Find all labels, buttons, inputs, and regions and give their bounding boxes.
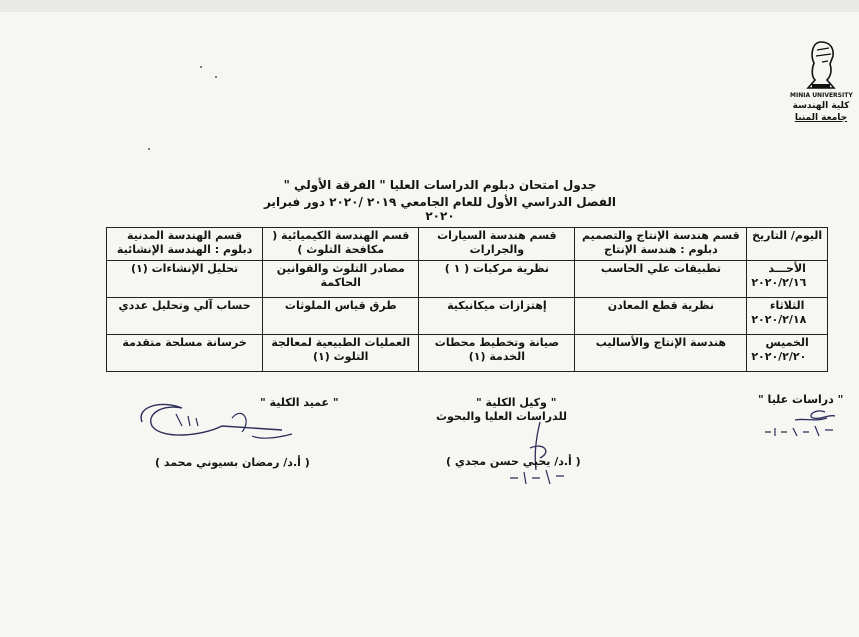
exam-schedule-table [106,227,828,372]
vice-dean-signature-icon [470,418,590,490]
day-name: الثلاثاء [769,299,805,312]
day-name: الأحـــد [768,262,806,275]
production-cell: نظرية قطع المعادن [575,298,747,335]
document-title: جدول امتحان دبلوم الدراسات العليا " الفرقة الأولي " [283,178,597,192]
scan-edge [0,0,859,12]
header-cars: قسم هندسة السيارات والجرارات [419,228,575,261]
chemical-cell: طرق قياس الملوثات [263,298,419,335]
university-logo [790,38,852,123]
day-cell [747,298,828,335]
dean-signature-icon [132,396,302,458]
day-cell [747,261,828,298]
vice-dean-name: ( أ.د/ يحيي حسن مجدي ) [446,455,581,468]
day-cell [747,335,828,372]
production-cell: هندسة الإنتاج والأساليب [575,335,747,372]
day-date: ٢٠٢٠/٢/١٦ [751,276,807,289]
cars-cell: إهتزازات ميكانيكية [419,298,575,335]
dean-name: ( أ.د/ رمضان بسيوني محمد ) [155,456,310,469]
chemical-cell: مصادر التلوث والقوانين الحاكمة [263,261,419,298]
university-english-name: MINIA UNIVERSITY [790,92,853,99]
table-row [107,261,828,298]
cars-cell: نظرية مركبات ( ١ ) [419,261,575,298]
document-subtitle: الفصل الدراسي الأول للعام الجامعي ٢٠١٩ /٢٠٢٠ دور فبراير ٢٠٢٠ [263,195,617,223]
civil-cell: حساب آلي وتحليل عددي [107,298,263,335]
header-civil: قسم الهندسة المدنية دبلوم : الهندسة الإنشائية [107,228,263,261]
scan-speck [200,66,202,68]
table-header-row [107,228,828,261]
day-date: ٢٠٢٠/٢/٢٠ [751,350,807,363]
postgrad-signature-icon [755,406,845,442]
production-cell: تطبيقات علي الحاسب [575,261,747,298]
header-production: قسم هندسة الإنتاج والتصميم دبلوم : هندسة الإنتاج [575,228,747,261]
civil-cell: خرسانة مسلحة متقدمة [107,335,263,372]
scan-speck [148,148,150,150]
day-name: الخميس [765,336,809,349]
scan-speck [215,76,217,78]
university-name: جامعة المنيا [794,113,848,123]
cars-cell: صيانة وتخطيط محطات الخدمة (١) [419,335,575,372]
postgrad-office-title: " دراسات عليا " [758,393,844,406]
header-chemical: قسم الهندسة الكيميائية ( مكافحة التلوث ) [263,228,419,261]
vice-dean-title: " وكيل الكلية " [476,396,557,409]
nefertiti-emblem-icon [800,38,842,92]
dean-title: " عميد الكلية " [260,396,339,409]
faculty-name: كلية الهندسة [792,101,850,111]
table-row [107,298,828,335]
vice-dean-subtitle: للدراسات العليا والبحوث [436,410,568,423]
table-row [107,335,828,372]
civil-cell: تحليل الإنشاءات (١) [107,261,263,298]
chemical-cell: العمليات الطبيعية لمعالجة التلوث (١) [263,335,419,372]
header-day: اليوم/ التاريخ [747,228,828,261]
day-date: ٢٠٢٠/٢/١٨ [751,313,807,326]
